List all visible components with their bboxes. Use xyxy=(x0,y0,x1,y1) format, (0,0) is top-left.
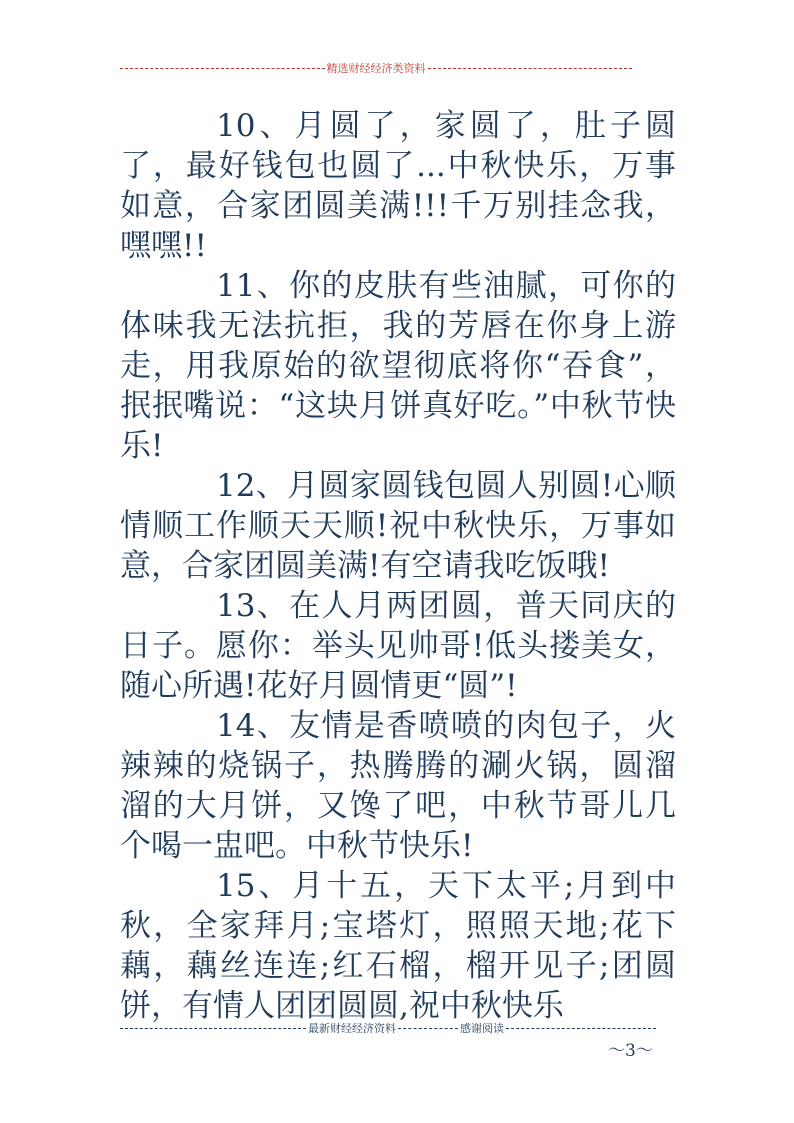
page-footer xyxy=(120,1019,656,1037)
paragraph: 14、友情是香喷喷的肉包子，火辣辣的烧锅子，热腾腾的涮火锅，圆溜溜的大月饼，又馋了吧，中秋节哥儿几个喝一盅吧。中秋节快乐! xyxy=(120,708,676,864)
paragraph: 12、月圆家圆钱包圆人别圆!心顺情顺工作顺天天顺!祝中秋快乐，万事如意，合家团圆美满!有空请我吃饭哦! xyxy=(120,468,676,584)
paragraph: 11、你的皮肤有些油腻，可你的体味我无法抗拒，我的芳唇在你身上游走，用我原始的欲望彻底将你“吞食”，抿抿嘴说：“这块月饼真好吃。”中秋节快乐! xyxy=(120,268,676,464)
paragraph: 13、在人月两团圆，普天同庆的日子。愿你：举头见帅哥!低头搂美女，随心所遇!花好月圆情更“圆”! xyxy=(120,588,676,704)
header-divider-right xyxy=(428,68,633,69)
footer-divider-left xyxy=(120,1028,306,1029)
page-header xyxy=(120,58,632,78)
paragraph: 10、月圆了，家圆了，肚子圆了，最好钱包也圆了...中秋快乐，万事如意，合家团圆美满!!!千万别挂念我，嘿嘿!! xyxy=(120,108,676,264)
footer-divider-right xyxy=(506,1028,656,1029)
footer-divider-middle xyxy=(398,1028,458,1029)
header-divider-left xyxy=(120,68,325,69)
header-text: 精选财经经济类资料 xyxy=(326,62,426,75)
footer-left-text: 最新财经经济资料 xyxy=(308,1022,396,1035)
page-number: ～3～ xyxy=(608,1041,653,1061)
document-body xyxy=(120,106,676,1026)
footer-right-text: 感谢阅读 xyxy=(460,1022,504,1035)
paragraph: 15、月十五，天下太平;月到中秋，全家拜月;宝塔灯，照照天地;花下藕，藕丝连连;红石榴，榴开见子;团圆饼，有情人团团圆圆,祝中秋快乐 xyxy=(120,868,676,1024)
